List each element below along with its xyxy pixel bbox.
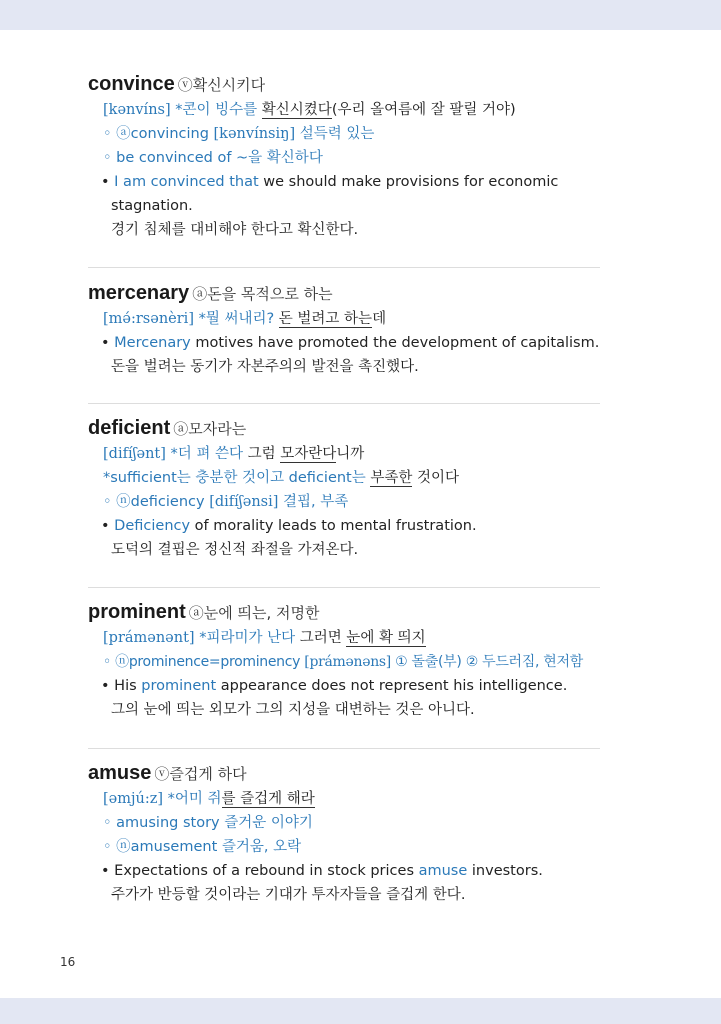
derivative-word: amusing story 즐거운 이야기 — [116, 815, 313, 831]
entry-divider — [88, 403, 600, 404]
example-translation: 주가가 반등할 것이라는 기대가 투자자들을 즐겁게 한다. — [111, 887, 466, 903]
mnemonic-text: 데 — [372, 311, 387, 327]
bullet-dot: • — [101, 174, 110, 190]
example-text: motives have promoted the development of capitalism. — [190, 335, 600, 351]
part-of-speech: ⓥ확신시키다 — [177, 76, 266, 94]
bullet-circle: ◦ — [103, 494, 112, 510]
example-highlight: prominent — [141, 678, 217, 694]
derivative-line — [88, 122, 600, 146]
mnemonic-line — [88, 307, 600, 331]
mnemonic-line — [88, 98, 600, 122]
mnemonic-text: 그러면 — [295, 630, 347, 646]
example-continuation: stagnation. — [111, 198, 193, 214]
example-translation: 돈을 벌려는 동기가 자본주의의 발전을 촉진했다. — [111, 359, 419, 375]
example-highlight: Deficiency — [114, 518, 191, 534]
bullet-circle: ◦ — [103, 126, 112, 142]
example-text: we should make provisions for economic — [258, 174, 559, 190]
entry-word: deficient — [88, 417, 171, 439]
entry-headline — [88, 759, 600, 787]
entry-divider — [88, 587, 600, 588]
derivative-line — [88, 811, 600, 835]
mnemonic-line — [88, 626, 600, 650]
part-of-speech: ⓥ즐겁게 하다 — [154, 765, 247, 783]
example-highlight: amuse — [418, 863, 468, 879]
bottom-band — [0, 998, 721, 1024]
mnemonic-underlined: 확신시켰다 — [261, 102, 332, 118]
entry-divider — [88, 748, 600, 749]
entry-convince — [88, 70, 600, 242]
derivative-word: be convinced of ~을 확신하다 — [116, 150, 323, 166]
mnemonic-text: (우리 올여름에 잘 팔릴 거야) — [331, 102, 516, 118]
example-translation: 그의 눈에 띄는 외모가 그의 지성을 대변하는 것은 아니다. — [111, 702, 475, 718]
part-of-speech: ⓐ돈을 목적으로 하는 — [192, 285, 333, 303]
entry-mercenary — [88, 279, 600, 379]
note-mark: * — [103, 470, 111, 486]
derivative-word: ⓐconvincing — [116, 126, 209, 142]
mnemonic-phrase: 더 펴 쓴다 — [177, 446, 244, 462]
mnemonic-mark: * — [167, 791, 175, 807]
example-translation: 경기 침체를 대비해야 한다고 확신한다. — [111, 222, 359, 238]
derivative-line — [88, 650, 600, 674]
entry-deficient — [88, 414, 600, 562]
entry-headline — [88, 414, 600, 442]
bullet-dot: • — [101, 335, 110, 351]
mnemonic-phrase: 뭘 써내리? — [205, 311, 275, 327]
mnemonic-underlined: 눈에 확 띄지 — [346, 630, 426, 646]
part-of-speech: ⓐ눈에 띄는, 저명한 — [188, 604, 320, 622]
pronunciation: [prámənənt] — [103, 630, 195, 646]
note-underlined: 부족한 — [370, 470, 413, 486]
derivative-meaning: ① 돌출(부) ② 두드러짐, 현저함 — [395, 654, 583, 670]
mnemonic-mark: * — [199, 630, 207, 646]
entry-headline — [88, 279, 600, 307]
derivative-line — [88, 490, 600, 514]
part-of-speech: ⓐ모자라는 — [173, 420, 247, 438]
entry-word: mercenary — [88, 282, 190, 304]
example-highlight: I am convinced that — [114, 174, 259, 190]
example-text: His — [114, 678, 142, 694]
bullet-circle: ◦ — [103, 150, 112, 166]
note-line — [88, 466, 600, 490]
example-text: investors. — [467, 863, 543, 879]
bullet-dot: • — [101, 518, 110, 534]
pronunciation: [kənvínsiŋ] — [213, 126, 296, 142]
bullet-dot: • — [101, 678, 110, 694]
mnemonic-underlined: 모자란다 — [280, 446, 337, 462]
derivative-meaning: 설득력 있는 — [299, 126, 375, 142]
example-sentence — [88, 674, 600, 698]
derivative-line — [88, 146, 600, 170]
bullet-circle: ◦ — [103, 654, 111, 670]
mnemonic-phrase: 어미 쥐 — [174, 791, 222, 807]
mnemonic-phrase: 피라미가 난다 — [206, 630, 296, 646]
entry-prominent — [88, 598, 600, 722]
pronunciation: [kənvíns] — [103, 102, 171, 118]
page-number: 16 — [60, 955, 76, 969]
mnemonic-mark: * — [175, 102, 183, 118]
derivative-meaning: 결핍, 부족 — [283, 494, 349, 510]
example-sentence — [88, 331, 600, 355]
pronunciation: [mə́:rsənèri] — [103, 311, 194, 327]
mnemonic-text: 니까 — [336, 446, 365, 462]
entry-headline — [88, 70, 600, 98]
bullet-dot: • — [101, 863, 110, 879]
mnemonic-underlined: 를 즐겁게 해라 — [221, 791, 315, 807]
example-text: Expectations of a rebound in stock prices — [114, 863, 419, 879]
entry-headline — [88, 598, 600, 626]
entry-divider — [88, 267, 600, 268]
example-sentence — [88, 170, 600, 194]
bullet-circle: ◦ — [103, 815, 112, 831]
note-text: sufficient는 충분한 것이고 deficient는 — [110, 470, 366, 486]
mnemonic-underlined: 돈 벌려고 하는 — [278, 311, 373, 327]
mnemonic-line — [88, 442, 600, 466]
bullet-circle: ◦ — [103, 839, 112, 855]
derivative-line — [88, 835, 600, 859]
mnemonic-line — [88, 787, 600, 811]
mnemonic-phrase: 콘이 빙수를 — [182, 102, 258, 118]
pronunciation: [difíʃənsi] — [209, 494, 279, 510]
top-band — [0, 0, 721, 30]
entry-amuse — [88, 759, 600, 907]
entry-word: convince — [88, 73, 175, 95]
pronunciation: [əmjú:z] — [103, 791, 164, 807]
pronunciation: [prámənəns] — [304, 654, 391, 670]
note-plain: 것이다 — [412, 470, 460, 486]
example-text: appearance does not represent his intelligence. — [216, 678, 568, 694]
example-highlight: Mercenary — [114, 335, 191, 351]
pronunciation: [difíʃənt] — [103, 446, 166, 462]
entry-word: prominent — [88, 601, 186, 623]
derivative-word: ⓝamusement 즐거움, 오락 — [116, 839, 302, 855]
example-sentence — [88, 859, 600, 883]
mnemonic-mark: * — [198, 311, 206, 327]
derivative-word: ⓝdeficiency — [116, 494, 205, 510]
mnemonic-text: 그럼 — [243, 446, 281, 462]
example-translation: 도덕의 결핍은 정신적 좌절을 가져온다. — [111, 542, 359, 558]
example-sentence — [88, 514, 600, 538]
entry-word: amuse — [88, 762, 152, 784]
mnemonic-mark: * — [170, 446, 178, 462]
derivative-word: ⓝprominence=prominency — [115, 654, 301, 670]
example-text: of morality leads to mental frustration. — [190, 518, 477, 534]
